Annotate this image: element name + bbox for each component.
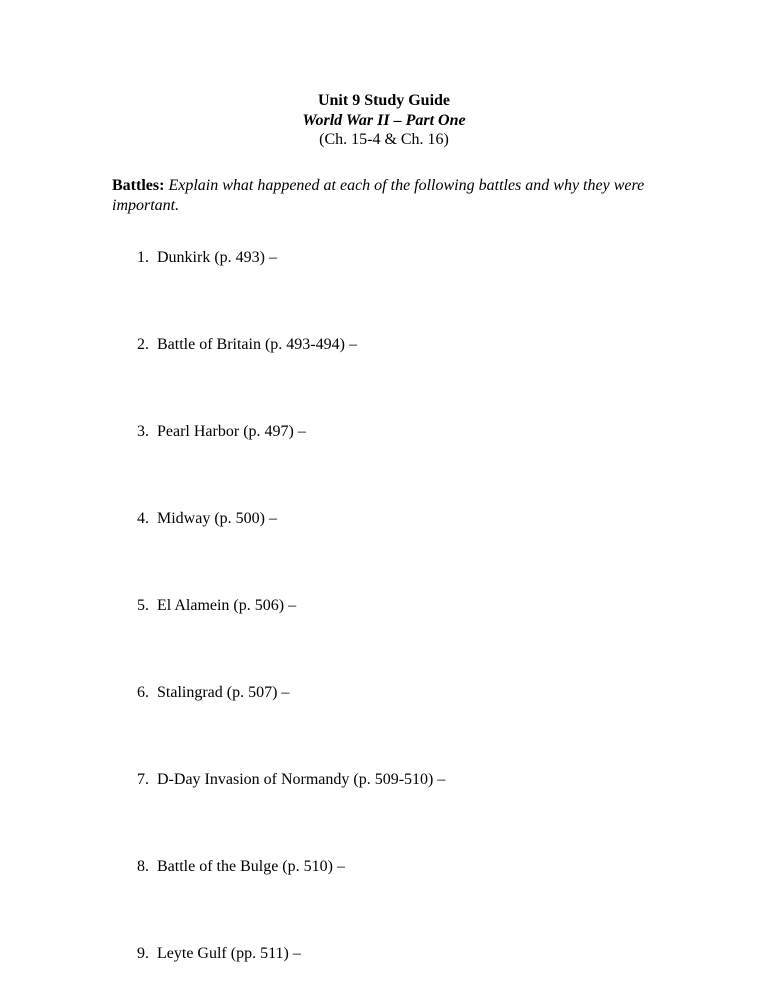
list-item — [137, 683, 289, 703]
item-number: 2. — [137, 336, 149, 353]
chapter-reference: (Ch. 15-4 & Ch. 16) — [319, 131, 449, 148]
list-item — [137, 770, 445, 790]
item-text: Midway (p. 500) – — [157, 510, 277, 527]
document-subtitle: World War II – Part One — [302, 111, 466, 129]
section-label: Battles: — [112, 177, 165, 194]
list-item — [137, 509, 277, 529]
item-number: 4. — [137, 510, 149, 527]
item-text: Battle of Britain (p. 493-494) – — [157, 336, 357, 353]
item-number: 1. — [137, 249, 149, 266]
list-item — [137, 335, 357, 355]
document-title: Unit 9 Study Guide — [317, 92, 451, 109]
item-text: El Alamein (p. 506) – — [157, 597, 297, 614]
list-item — [137, 422, 306, 442]
item-text: D-Day Invasion of Normandy (p. 509-510) – — [157, 771, 446, 788]
item-number: 5. — [137, 597, 149, 614]
item-text: Leyte Gulf (pp. 511) – — [157, 945, 301, 962]
item-number: 7. — [137, 771, 149, 788]
list-item — [137, 944, 301, 964]
item-text: Battle of the Bulge (p. 510) – — [157, 858, 345, 875]
item-text: Dunkirk (p. 493) – — [157, 249, 277, 266]
list-item — [137, 248, 277, 268]
item-number: 6. — [137, 684, 149, 701]
item-text: Pearl Harbor (p. 497) – — [157, 423, 306, 440]
item-text: Stalingrad (p. 507) – — [157, 684, 290, 701]
list-item — [137, 857, 345, 877]
item-number: 9. — [137, 945, 149, 962]
list-item — [137, 596, 296, 616]
item-number: 3. — [137, 423, 149, 440]
item-number: 8. — [137, 858, 149, 875]
instruction-text: Explain what happened at each of the following battles and why they were important. — [112, 177, 645, 214]
instructions — [112, 176, 672, 215]
